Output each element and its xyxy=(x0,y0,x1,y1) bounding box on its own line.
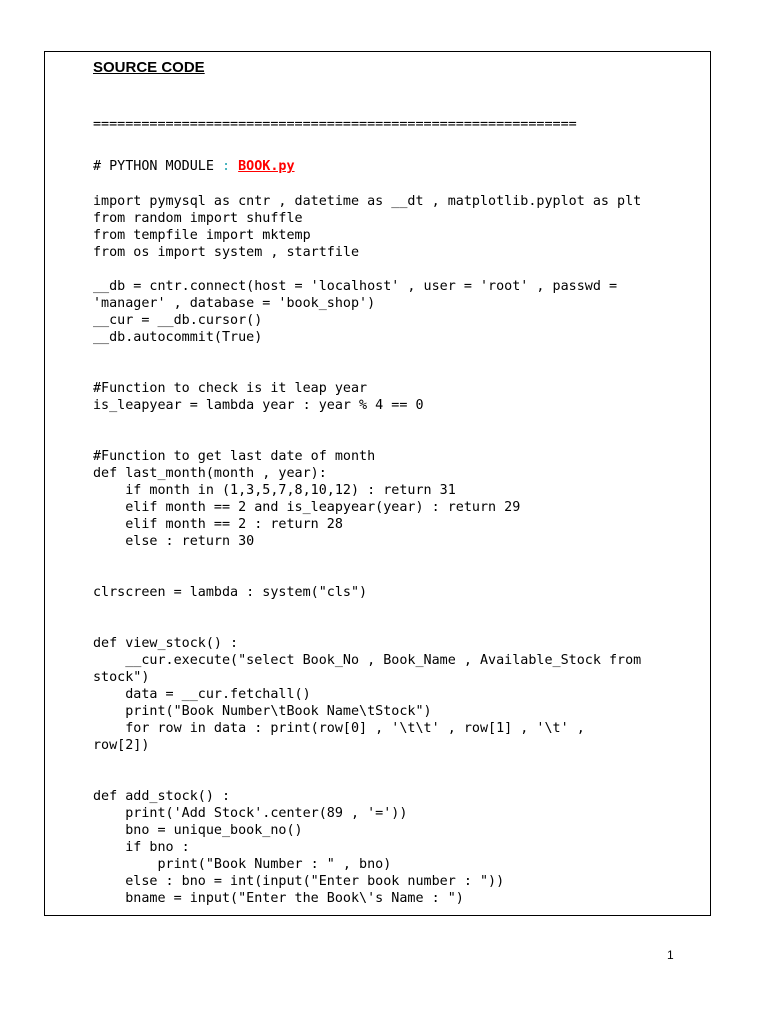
code-line: else : return 30 xyxy=(93,534,255,549)
code-line: #Function to get last date of month xyxy=(93,449,376,464)
code-line: else : bno = int(input("Enter book number : ")) xyxy=(93,874,505,889)
code-line: from tempfile import mktemp xyxy=(93,228,311,243)
code-line: bname = input("Enter the Book\'s Name : ") xyxy=(93,891,464,906)
module-header-colon: : xyxy=(222,159,231,174)
code-line: from os import system , startfile xyxy=(93,245,360,260)
code-line: clrscreen = lambda : system("cls") xyxy=(93,585,368,600)
code-line: data = __cur.fetchall() xyxy=(93,687,311,702)
code-line: is_leapyear = lambda year : year % 4 == 0 xyxy=(93,398,424,413)
code-line: def add_stock() : xyxy=(93,789,231,804)
module-header-prefix: # PYTHON MODULE xyxy=(93,159,222,174)
code-line: print("Book Number\tBook Name\tStock") xyxy=(93,704,432,719)
code-line: 'manager' , database = 'book_shop') xyxy=(93,296,376,311)
code-line: if month in (1,3,5,7,8,10,12) : return 31 xyxy=(93,483,456,498)
page-number: 1 xyxy=(667,948,674,962)
code-line: __db.autocommit(True) xyxy=(93,330,263,345)
code-line: row[2]) xyxy=(93,738,150,753)
code-line: __cur.execute("select Book_No , Book_Name , Available_Stock from xyxy=(93,653,642,668)
module-header xyxy=(93,158,295,175)
code-line: stock") xyxy=(93,670,150,685)
code-line: elif month == 2 and is_leapyear(year) : return 29 xyxy=(93,500,521,515)
code-line: elif month == 2 : return 28 xyxy=(93,517,343,532)
module-filename: BOOK.py xyxy=(238,159,295,174)
code-line: #Function to check is it leap year xyxy=(93,381,368,396)
code-line: def last_month(month , year): xyxy=(93,466,327,481)
code-line: def view_stock() : xyxy=(93,636,239,651)
page-heading: SOURCE CODE xyxy=(93,59,205,76)
code-line: from random import shuffle xyxy=(93,211,303,226)
code-line: bno = unique_book_no() xyxy=(93,823,303,838)
code-line: __db = cntr.connect(host = 'localhost' , user = 'root' , passwd = xyxy=(93,279,618,294)
separator-line: ============================================================ xyxy=(93,117,577,132)
code-line: print('Add Stock'.center(89 , '=')) xyxy=(93,806,408,821)
code-line: for row in data : print(row[0] , '\t\t' , row[1] , '\t' , xyxy=(93,721,585,736)
code-line: if bno : xyxy=(93,840,190,855)
code-line: __cur = __db.cursor() xyxy=(93,313,263,328)
code-line: import pymysql as cntr , datetime as __dt , matplotlib.pyplot as plt xyxy=(93,194,642,209)
code-line: print("Book Number : " , bno) xyxy=(93,857,392,872)
